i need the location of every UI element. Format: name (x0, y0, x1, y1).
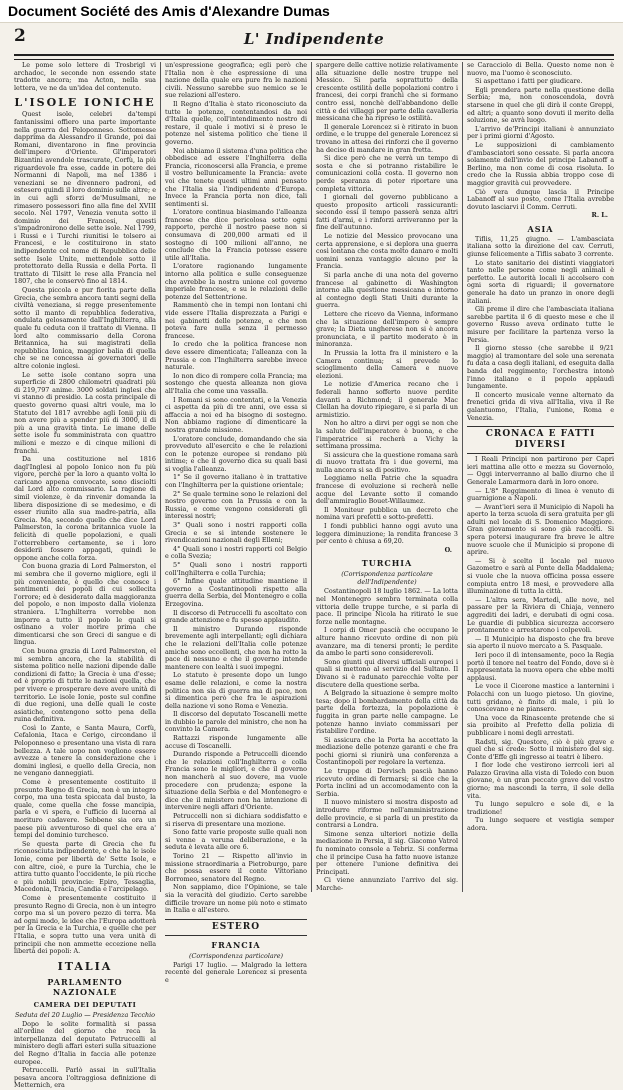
article-paragraph: Ieri poco il dì intensamente, poco la Regia portò il tenore nel teatro del Fondo, dove si è rappresentata la nuova opera che ebbe molti applausi. (467, 650, 614, 682)
article-paragraph: Il Regno d'Italia è stato riconosciuto da tutte le potenze, contentandosi da noi d'Italia quelle, coll'intendimento nostro di restare, il quale i motivi si è preso le potenze nel sistema politico che tiene il governo. (165, 99, 307, 146)
article-paragraph: Come è presentemente costituito il presunto Regno di Grecia, non è un integro corpo, ma una testa spiccata dal busto, la quale, come quella che fosse mancipia, parla e vi spera, e l'ufficio di lucerna al morituro cadavere. Sebbene sia ora un paese più avventuroso di quel che era a' tempi del dominio turchesco. (14, 778, 156, 840)
article-paragraph: I Reali Principi non partirono per Capri ieri mattina alle otto e mezza su Governolo, — Oggi interverranno al ballo diurno che il Generale Lamarmora darà in loro onore. (467, 455, 614, 486)
article-paragraph: Il giorno stesso (che sarebbe il 9/21 maggio) al tramontare del sole una serenata fu data a casa degli italiani, ed eseguita dalla banda del reggimento; l'orchestra intonò l'inno italiano e il popolo applaudì lungamente. (467, 344, 615, 391)
header-rule (14, 54, 614, 60)
article-paragraph: Da una costituzione nel 1816 dagl'Inglesi al popolo Ionico non fu più vigore, perchè per la loro a quanto volta lo caricano appena convocate, sono disciolti dal Lord alto commissario. La ragione di simil violenze, è da rinvenir domanda la libera disposizione di se medesimo, e di esser riunito alla sua madre-patria, alla Grecia. Ma, secondo quello che dice Lord Palmerston, la corona britannica vuole la felicità di quelle popolazioni, e quali l'otterrebbero certamente, se i loro desiderii fossero appagati, quindi le oppone anche colla forza. (14, 455, 156, 562)
article-signature: O. (444, 545, 452, 554)
section-heading: (Corrispondenza particolare dell'Indipendente) (341, 570, 433, 587)
section-heading: FRANCIA (211, 939, 261, 950)
article-paragraph: L'oratore conclude, domandando che sia provveduto all'esercito e che le relazioni con le potenze europee si rendano più intime; e che il governo dica su quali basi si voglia l'alleanza. (165, 434, 307, 473)
article-paragraph: L'arrivo de'Principi italiani è annunziato per i primi giorni d'Agosto. (467, 124, 614, 141)
article-paragraph: Simone senza ulteriori notizie della mediazione in Persia, il sig. Giacomo Vatrol fu nominato console a Tebriz. Si conferma che il principe Cusa ha fatto nuove istanze per ottenere l'unione definitiva dei Principati. (316, 829, 458, 876)
article-paragraph: Le notizie d'America recano che i federali hanno sofferto nuove perdite davanti a Richmond; il generale Mac Clellan ha dovuto ripiegare, e si parla di un armistizio. (316, 380, 458, 419)
column-2 (165, 61, 307, 984)
article-paragraph: Non sappiamo, dice l'Opinione, se tale sia la veracità del giudizio. Certo sarebbe difficile trovare un nome più noto e stimato in Italia e all'estero. (165, 883, 307, 915)
article-paragraph: Torino 21 — Rispetto all'invio in missione straordinaria a Pietroburgo, pare che possa essere il conte Vittoriano Borromeo, senatore del Regno. (165, 851, 307, 883)
article-paragraph: Si dice però che ne verrà un tempo di sosta e che si potranno ristabilire le comunicazioni colla costa. Il governo non perde speranza di poter riportare una completa vittoria. (316, 154, 458, 193)
article-paragraph: Si assicura che la Porta ha accettato la mediazione delle potenze garanti e che fra pochi giorni si riunirà una conferenza a Costantinopoli per regolare la vertenza. (316, 735, 458, 767)
article-paragraph: Con buona grazia di Lord Palmerston, el mi sembra ancora, che la stabilità di sistema politico nelle nazioni dipende dalle condizioni di fatto; la Grecia è una d'esse; ed è proprio di tutte le nazioni quella, che per vivere e prosperare deve avere unità di territorio. Le isole Ionie, poste sul confine di due regioni, una delle quali le coste asiatiche, contengono sotto pena della ruina definitiva. (14, 646, 156, 724)
article-paragraph: Il discorso del deputato Toscanelli mette in dubbio le parole del ministro, che non ha convinto la Camera. (165, 710, 307, 734)
article-paragraph: Le voce il Cicerone mastice a lanternini i Polacchi con un luogo pietoso. Un giovine, tutti gridano, è finito di male, i più lo conoscevano e ne piansero. (467, 682, 614, 714)
article-paragraph: Si assicura che la questione romana sarà di nuovo trattata fra i due governi, ma nulla ancora si sa di positivo. (316, 450, 458, 474)
article-paragraph: 4° Quali sono i nostri rapporti col Belgio e colla Svezia; (165, 544, 307, 561)
article-paragraph: Se questa parte di Grecia che fu riconosciuta indipendente, e che ha le isole Ionie, come per libertà de' Sette Isole, e con altre, cioè, e pure la Turchia, che le attira tutto quanto l'occidente, le più ricche e più nobili provincie: Epiro, Tessaglia, Macedonia, Tracia, Candia e l'arcipelago. (14, 839, 156, 894)
article-paragraph: se Caracciolo di Bella. Questo nome non è nuovo, ma l'uomo è sconosciuto. (467, 61, 614, 77)
article-paragraph: — L'altra sera, Martedì, alle nove, nel passare per la Riviera di Chiaja, vennero aggrediti dei ladri, e derubati di ogni cosa. Le guardie di pubblica sicurezza accorsero prontamente e arrestarono i colpevoli. (467, 595, 614, 635)
article-paragraph: Non ho altro a dirvi per oggi se non che la salute dell'imperatore è buona, e che l'imperatrice si recherà a Vichy la settimana prossima. (316, 419, 458, 451)
article-paragraph: Gli preme il dire che l'ambasciata italiana sarebbe partita il 6 di questo mese e che il governo Russo aveva ordinato tutte le misure per facilitare la partenza verso la Persia. (467, 305, 614, 344)
article-paragraph: Come è presentemente costituito il presunto Regno di Grecia, non è un integro corpo ma sì un povero pezzo di terra. Ma ad ogni modo, le idee che l'Europa adotterà per la Grecia e la Turchia, e quelle che per l'Italia, e sopra tutto una vera unità di principii che non ammette eccezione nella libertà dei popoli: A. (14, 893, 157, 956)
section-heading: ASIA (527, 223, 554, 234)
section-heading: ITALIA (57, 959, 113, 973)
column-3 (316, 62, 458, 894)
column-divider (462, 62, 463, 892)
article-paragraph: Le truppe di Dervisch pascià hanno ricevuto ordine di fermarsi; si dice che la Porta inclini ad un accomodamento con la Serbia. (316, 767, 458, 798)
article-paragraph: Lo stato sanitario dei distinti viaggiatori tanto nelle persone come negli animali è perfetto. Le autorità locali li accolsero con ogni sorta di riguardi; il governatore generale ha dato un pranzo in onore degli italiani. (467, 258, 614, 305)
article-paragraph: Ci viene annunziato l'arrivo del sig. Marche- (316, 876, 458, 892)
section-heading: L'ISOLE IONICHE (14, 96, 156, 110)
article-paragraph: Noi abbiamo il sistema d'una politica che obbedisce ad essere l'Inghilterra della Francia, riconoscersi alla Francia, e preme il vostro bellunicamente la Francia: avete voi che tenete questi ultimi anni pensato che l'Italia sia l'indipendente d'Europa. Invece la Francia porta non dice, tali sentimenti sì. (165, 146, 307, 208)
article-paragraph: Così lo Zante, e Santa Maura, Corfù, Cefalonia, Itaca e Cerigo, circondano il Peloponneso e presentano una vista di rara bellezza. A tale uopo non vogliono essere avvezze a tenere la considerazione che i domini inglesi, e quello della Grecia, non ne vengano danneggiati. (14, 723, 156, 778)
article-paragraph: Questa piccola e pur fiorita parte della Grecia, che sembra ancora tanti segni della civiltà veneziana, si regge presentemente sotto il manto di repubblica federativa, ondulata gelosamente dall'Inghilterra, alla quale fu ceduta con il trattato di Vienna. Il lord alto commissario della Corona Britannica, ha sui magistrati della repubblica Ionica, maggior balia di quella che se ne concessa ai governatori delle altre colonie inglesi. (14, 286, 156, 370)
article-paragraph: Lo statuto è presente dopo un lungo esame delle relazioni, e come la nostra politica non sia di guerra ma di pace, non si dimentica però che fra le aspirazioni della nazione vi sono Roma e Venezia. (165, 671, 307, 710)
article-paragraph: Quest isole, celebri da'tempi fantanissimi offiero una parte importante nella guerra del Peloponneso. Sottomesse dapprima da Alessandro il Grande, poi dai Romani, diventarono in fine provincia dell'impero d'Oriente. Gl'imperatori Bizantini avendole trascurate, Corfù, la più riguardevole fra esse, cadde in potere dei Normanni di Napoli, ma nel 1386 i veneziani se ne divennero padroni, ed estesero quindi il loro dominio sulle altre; e in cui agli sforzi de'Musulmani, ne rimasero possessori fino alla fine del XVIII secolo. Nel 1797, Venezia venuta sotto il dominio dei Francesi, questi s'impadronirono delle sette isole. Nel 1799, i Russi e i Turchi riunitisi le tolsero ai Francesi, e le costituirono in stato indipendente col nome di Repubblica delle sette Isole Unite, mettendole sotto il protettorato della Russia e della Porta. Il trattato di Tilsitt le rese alla Francia nel 1807, che le conservò fino al 1814. (14, 110, 156, 286)
article-paragraph: Dopo le solite formalità si passa all'ordine del giorno che reca la interpellanza del deputato Petruccelli al ministero degli affari esteri sulla situazione del Regno d'Italia in faccia alle potenze europee. (14, 1019, 156, 1066)
section-heading: TURCHIA (361, 558, 413, 569)
article-paragraph: Il nuovo ministero si mostra disposto ad introdurre riforme nell'amministrazione delle provincie, e si parla di un prestito da contrarsi a Londra. (316, 798, 458, 830)
newspaper-title: L' Indipendente (243, 30, 385, 48)
article-paragraph: A Belgrado la situazione è sempre molto tesa; dopo il bombardamento della città da parte della fortezza, la popolazione è fuggita in gran parte nelle campagne. Le potenze hanno inviato commissari per ristabilire l'ordine. (316, 689, 458, 736)
article-paragraph: 3° Quali sono i nostri rapporti colla Grecia e se si intende sostenere le rivendicazioni nazionali degli Elleni; (165, 521, 307, 545)
article-paragraph: Petruccelli. Parlò assai in sull'Italia pesava ancora l'oltraggiosa definizione di Metternich, era (14, 1066, 156, 1090)
article-paragraph: Petruccelli non si dichiara soddisfatto e si riserva di presentare una mozione. (165, 812, 307, 828)
article-paragraph: Le pome solo lettere di Trosbrigl vi archadoc, le seconde non essendo state tradotte ancora; ma Acton, nella sua lettera, ve ne da un'idea del contenuto. (14, 61, 156, 92)
section-heading: Seduta del 20 Luglio — Presidenza Tecchio (14, 1010, 156, 1019)
article-signature: R. L. (591, 211, 608, 220)
article-paragraph: Si aspettano i fatti per giudicare. (475, 77, 583, 86)
article-paragraph: Una voce da Rinascente pretende che si sia proibito al Prefetto della polizia di pubblicare i nomi degli arrestati. (467, 713, 614, 737)
article-paragraph: Io credo che la politica francese non deve essere dimenticata; l'alleanza con la Prussia e con l'Inghilterra sarebbe invece naturale. (165, 340, 307, 372)
column-1 (14, 61, 157, 1090)
article-paragraph: Tu lungo sepulcro e sole di, e la tradizione! (467, 800, 614, 816)
section-heading: CRONACA E FATTI DIVERSI (467, 426, 614, 454)
newspaper-page (14, 26, 615, 1090)
article-paragraph: Leggiamo nella Patrie che la squadra francese di evoluzione si recherà nelle acque del Levante sotto il comando dell'ammiraglio Bouet-Willaumez. (316, 474, 458, 506)
article-paragraph: Il concerto musicale venne alternato da frenetici grida di viva all'Italia, viva il Re galantuomo, l'Italia, l'unione, Roma e Venezia. (467, 390, 614, 422)
article-paragraph: Il Moniteur pubblica un decreto che nomina vari prefetti e sotto-prefetti. (316, 505, 458, 522)
article-paragraph: Radsti, sig. Questore, ciò è più grave e quel che si crede: Sotto il ministero del sig. Conte d'Effe gli ingresso ai teatri è libero. (467, 737, 614, 761)
section-heading: (Corrispondenza particolare) (188, 951, 284, 960)
article-paragraph: Con buona grazia di Lord Palmerston, el mi sembra che il governo migliore, egli il più conveniente, è quello che conosce i sentimenti dei popoli di cui sollecita l'orrore; ed è desiderato dalla maggioranza del popolo, e non imposto dalla violenza straniera. L'Inghilterra vorrebbe non imporre a tutto il popolo le quali si ostinano a voler morire prima che dimenticarsi che son Greci di sangue e di lingua. (14, 562, 156, 647)
article-paragraph: Lettere che ricevo da Vienna, informano che la situazione dell'impero è sempre grave; la Dieta ungherese non si è ancora pronunciata, e il partito moderato è in minoranza. (316, 310, 458, 349)
article-paragraph: Le sette isole contano sopra una superficie di 2800 chilometri quadrati più di 219,797 anime. 3000 soldati inglesi che vi stanno di presidio. La costa principale di questo governo quasi altri voule, ma lo Statuto del 1817 avrebbe agli Ionii più di non avere più a spender più di 3000, il di più a una gravità tinta. Le imane delle sette isole fu somministrata con quattro milioni e mezzo e di cinque milioni di franchi. (14, 370, 156, 455)
article-paragraph: I Romani si sono contentati, e la Venezia ci aspetta da più di tre anni, ove essa si affaccia a noi ed ha bisogno di sostegno. Non abbiamo ragione di dimenticare la nostra grande missione. (165, 395, 307, 434)
column-divider (160, 62, 161, 892)
library-header: Document Société des Amis d'Alexandre Dumas (8, 3, 330, 19)
article-paragraph: Io non dico di rompere colla Francia; ma sostengo che questa alleanza non giova all'Italia che come una vassalla. (165, 371, 307, 395)
article-paragraph: Sono giunti qui diversi ufficiali europei i quali si mettono al servizio del Sultano. Il Divano si è radunato parecchie volte per discutere della questione serba. (316, 657, 458, 689)
article-paragraph: Rammentò che in tempi non lontani chi vide essere l'Italia disprezzata a Parigi e nei gabinetti delle potenze, e che non poteva fare nulla senza il permesso francese. (165, 301, 307, 340)
article-paragraph: Le supposizioni di cambiamento d'ambasciatori sono cessate. Si parla ancora solamente dell'invio del principe Labanoff a Berlino, ma non come di cosa risoluta. Io credo che la Russia abbia troppo cose di maggior gravità cui provvedere. (467, 140, 614, 187)
article-paragraph: Sono fatte varie proposte sulle quali non si venne a veruna deliberazione, e la seduta è levata alle ore 6. (165, 828, 307, 852)
section-heading: PARLAMENTO NAZIONALE (47, 976, 123, 997)
article-paragraph: — L'8° Reggimento di linea è venuto di guarnigione a Napoli. (467, 486, 614, 503)
column-4 (467, 62, 614, 894)
section-heading: CAMERA DEI DEPUTATI (33, 1000, 137, 1009)
article-paragraph: In Prussia la lotta fra il ministero e la Camera continua; si prevede lo scioglimento della Camera e nuove elezioni. (316, 348, 458, 380)
section-heading: ESTERO (165, 919, 307, 936)
library-header-bar (0, 0, 623, 23)
article-paragraph: I fior lode che vestirono ierrcoli ieri al Palazzo Gravina alla vista di Toledo con buon giovane, è un gran peccato grave del vostro giorno; ma nascondi la terra, il sole della vita. (467, 761, 614, 800)
article-paragraph: — Si è scelto il locale pel nuovo Gazometro e sarà al Ponte della Maddalena; si vuole che la nuova officina possa essere compiuta entro 18 mesi, e provvedere alla illuminazione di tutta la città. (467, 556, 614, 596)
article-paragraph: Parigi 17 luglio. — Malgrado la lettera recente del generale Lorencez si presenta e (165, 960, 307, 984)
article-paragraph: Durando risponde a Petruccelli dicendo che le relazioni coll'Inghilterra e colla Francia sono le migliori, e che il governo non mancherà al suo dovere, ma vuole procedere con prudenza; espone la situazione della Serbia e del Montenegro e dice che il ministero non ha intenzione di intervenire negli affari d'Oriente. (165, 750, 307, 812)
article-paragraph: Il discorso di Petruccelli fu ascoltato con grande attenzione e fu spesso applaudito. (165, 608, 307, 625)
article-paragraph: 1° Se il governo italiano è in trattative con l'Inghilterra per la quistione orientale; (165, 473, 307, 490)
article-paragraph: — Avant'ieri sera il Municipio di Napoli ha aperto la terza scuola di sera gratuita per gli adulti nel locale di S. Domenico Maggiore. Gran giovamento si sono già raccolti. Si spera potersi inaugurare fra breve le altre nuove scuole che il Municipio si propone di aprire. (467, 502, 614, 557)
article-paragraph: Le notizie del Messico provocano una certa apprensione, e si deplora una guerra così lontana che costa molto danaro e molti uomini senza vantaggio alcuno per la Francia. (316, 232, 458, 271)
article-paragraph: 2° Se quale termine sono le relazioni del nostro governo con la Prussia e con la Russia, e come vengono considerati gli interessi nostri; (165, 489, 307, 521)
page-number: 2 (14, 26, 26, 46)
article-paragraph: I giornali del governo pubblicano a questo proposito articoli rassicuranti: secondo essi il tempo passerà senza altri fatti d'armi, e i rinforzi arriveranno per la fine dell'autunno. (316, 193, 458, 232)
article-paragraph: L'oratore continua biasimando l'alleanza francese che dice pericolosa sotto ogni rapporto, perchè il nostro paese non si consumava di 200,000 armati ed il sostegno di 100 milioni all'anno, ne conclude che la Francia potesse essere utile all'Italia. (165, 208, 307, 262)
article-paragraph: — Il Municipio ha disposto che fra breve sia aperto il nuovo mercato a S. Pasquale. (467, 634, 614, 651)
article-paragraph: Rattazzi risponde lungamente alle accuse di Toscanelli. (165, 734, 307, 750)
article-paragraph: L'oratore ragionando lungamente intorno alla politica e sulle conseguenze che avrebbe la nostra unione col governo imperiale francese, e su le relazioni delle potenze del Settentrione. (165, 262, 307, 301)
article-paragraph: 6° Infine quale attitudine mantiene il governo a Costantinopoli rispetto alla guerra della Serbia, del Montenegro e colla Erzegovina. (165, 577, 307, 608)
article-paragraph: Il generale Lorencez si è ritirato in buon ordine, e le truppe del generale Lorencez si trovano in attesa dei rinforzi che il governo ha deciso di mandare in gran fretta. (316, 122, 458, 154)
article-paragraph: I fondi pubblici hanno oggi avuto una leggera diminuzione; la rendita francese 3 per cento è chiusa a 69,20. (316, 522, 458, 546)
article-paragraph: Il ministro Durando risponde brevemente agli interpellanti; egli dichiara che le relazioni dell'Italia colle potenze amiche sono eccellenti, che non ha rotto la pace di nessuno e che il governo intende mantenere con lealtà i suoi impegni. (165, 624, 307, 671)
article-paragraph: Si parla anche di una nota del governo francese al gabinetto di Washington intorno alla questione messicana e intorno al contegno degli Stati Uniti durante la guerra. (316, 271, 458, 310)
article-paragraph: I corpi di Omer pascià che occupano le alture hanno ricevuto ordine di non più avanzare, ma di tenersi pronti; le perdite da ambo le parti sono considerevoli. (316, 626, 458, 658)
article-paragraph: spargere delle cattive notizie relativamente alla situazione delle nostre truppe nel Messico. Si parla soprattutto della crescente ostilità delle popolazioni contro i francesi, dei corpi franchi che si formano contro essi, nonchè dell'abbandono delle città e dei villaggi per parte della cavalleria messicana che ha ripreso le ostilità. (316, 61, 458, 123)
article-paragraph: 5° Quali sono i nostri rapporti coll'Inghilterra e colla Turchia; (165, 561, 307, 577)
article-paragraph: un'espressione geografica; egli però che l'Italia non è che espressione di una nazione della quale era pure fra le nazioni civili. Nessuno sarebbe suo nemico se le sue relazioni all'estero. (165, 61, 307, 100)
article-paragraph: Tu lungo sequere et vestigia semper adora. (467, 816, 614, 833)
article-paragraph: Egli prendera parte nella questione della Serbia; ma, non conoscendola, dovrà starsene in quel che gli dirà il conte Greppi, ed altri; a quanto sono dovuti il merito della soluzione, se avrà luogo. (467, 85, 614, 125)
article-paragraph: Ciò vera dunque lascia il Principe Labanoff al suo posto, come l'Italia avrebbe dovuto lasciarvi il Comm. Cerruti. (467, 187, 614, 211)
article-paragraph: Costantinopoli 18 luglio 1862. — La lotta nel Montenegro sembra terminata colla vittoria delle truppe turche, e si parla di pace. Il principe Nicola ha ritirato le sue forze nelle montagne. (316, 587, 458, 626)
column-divider (311, 62, 312, 892)
article-paragraph: Tiflis, 11,25 giugno. — L'ambasciata italiana sotto la direzione del cav. Cerruti, giunse felicemente a Tiflis sabato 3 corrente. (467, 234, 614, 259)
